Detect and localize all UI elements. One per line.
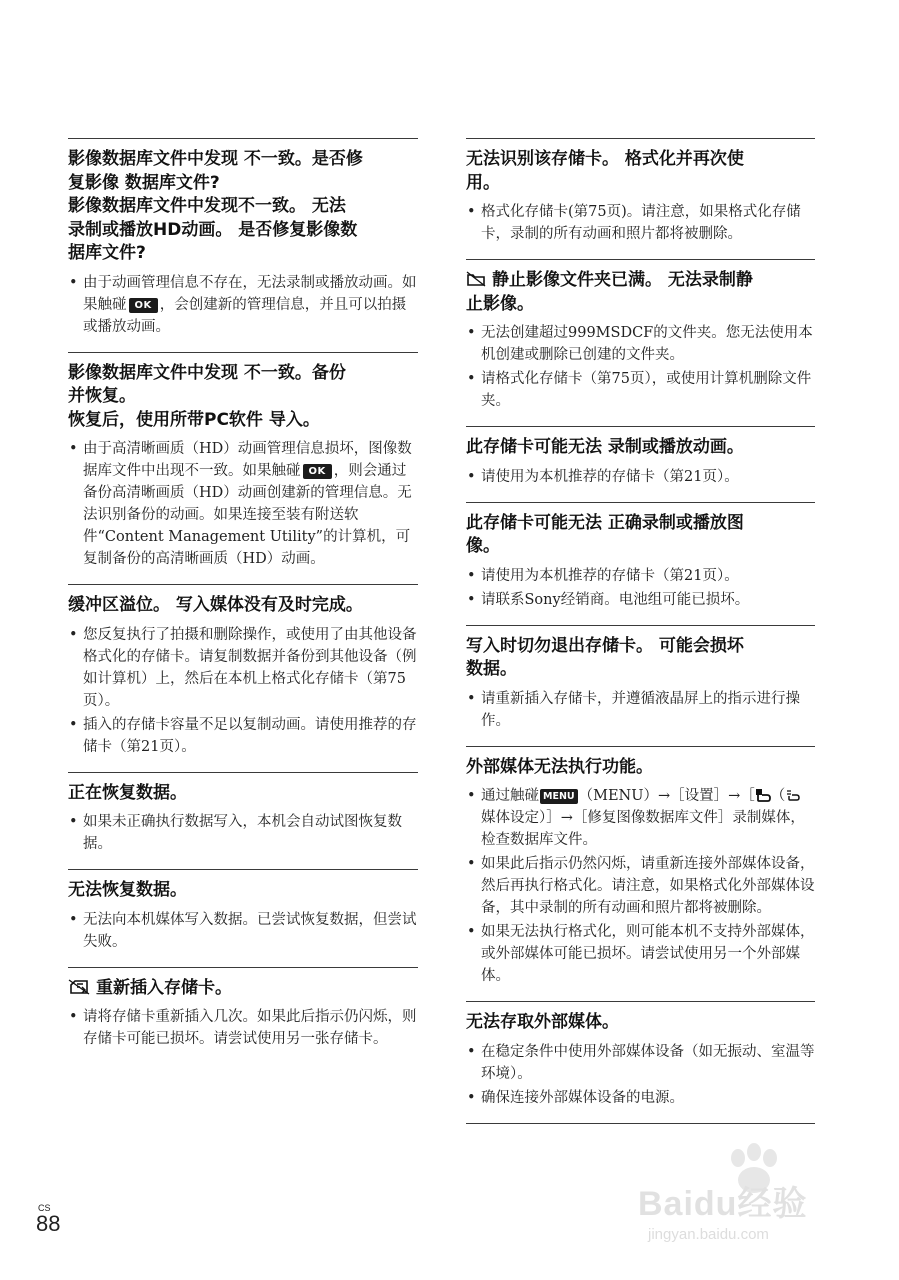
message-card-may-not-record-correctly [466,502,815,625]
watermark-brand: Baidu经验 [638,1185,808,1223]
right-column [466,138,815,1124]
message-heading: 影像数据库文件中发现 不一致。备份 并恢复。 恢复后，使用所带PC软件 导入。 [68,362,346,430]
bullet-item: • 插入的存储卡容量不足以复制动画。请使用推荐的存储卡（第21页）。 [68,714,418,758]
left-column [68,138,418,1064]
menu-button: MENU [540,789,578,804]
watermark [628,1140,868,1270]
bullet-item: • 如果无法执行格式化，则可能本机不支持外部媒体，或外部媒体可能已损坏。请尝试使用另一个外部媒体。 [466,921,815,987]
language-code: CS [38,1203,51,1213]
message-heading: 影像数据库文件中发现 不一致。是否修 复影像 数据库文件? 影像数据库文件中发现不一致。 无法 录制或播放HD动画。 是否修复影像数 据库文件? [68,149,363,263]
message-heading: 此存储卡可能无法 正确录制或播放图 像。 [466,512,744,556]
photo-folder-full-icon [466,271,486,287]
message-heading: 无法恢复数据。 [68,880,187,900]
bullet-item: • 请格式化存储卡（第75页），或使用计算机删除文件夹。 [466,368,815,412]
ok-button: OK [303,464,332,479]
bullet-item: • 通过触碰 MENU （MENU）→［设置］→［ （媒体设定）］→［修复图像数据库文件］录制媒体，检查数据库文件。 [466,785,815,851]
bullet-item: • 由于高清晰画质（HD）动画管理信息损坏，图像数据库文件中出现不一致。如果触碰 OK ，则会通过备份高清晰画质（HD）动画创建新的管理信息。无法识别备份的动画。如果连接至装有附送软件“Content Management Utility”的计算机，可复制备份的高清晰画质（HD）动画。 [68,438,418,570]
bullet-item: • 请使用为本机推荐的存储卡（第21页）。 [466,565,815,587]
bullet-item: • 无法创建超过999MSDCF的文件夹。您无法使用本机创建或删除已创建的文件夹。 [466,322,815,366]
watermark-url: jingyan.baidu.com [648,1226,769,1243]
ok-button: OK [129,298,158,313]
message-heading: 写入时切勿退出存储卡。 可能会损坏 数据。 [466,635,744,679]
message-heading: 重新插入存储卡。 [68,977,418,1001]
message-heading: 无法存取外部媒体。 [466,1012,619,1032]
message-db-inconsistent-repair [68,138,418,352]
message-heading: 无法识别该存储卡。 格式化并再次使 用。 [466,149,744,193]
message-heading: 此存储卡可能无法 录制或播放动画。 [466,437,744,457]
message-cannot-recover [68,869,418,967]
message-heading: 外部媒体无法执行功能。 [466,756,653,777]
message-heading: 缓冲区溢位。 写入媒体没有及时完成。 [68,595,363,615]
message-card-may-not-record [466,426,815,502]
bullet-item: • 无法向本机媒体写入数据。已尝试恢复数据，但尝试失败。 [68,909,418,953]
message-do-not-eject [466,625,815,746]
bullet-item: • 在稳定条件中使用外部媒体设备（如无振动、室温等环境）。 [466,1041,815,1085]
memory-card-reinsert-icon [68,979,90,995]
page-number: 88 [36,1211,61,1236]
message-db-inconsistent-backup [68,352,418,585]
bullet-item: • 请使用为本机推荐的存储卡（第21页）。 [466,466,815,488]
media-select-icon [785,788,801,802]
bullet-item: • 请重新插入存储卡，并遵循液晶屏上的指示进行操作。 [466,688,815,732]
message-buffer-overflow [68,584,418,772]
bullet-item: • 格式化存储卡(第75页)。请注意，如果格式化存储卡，录制的所有动画和照片都将被删除。 [466,201,815,245]
message-heading: 正在恢复数据。 [68,782,187,803]
bullet-item: • 您反复执行了拍摄和删除操作，或使用了由其他设备格式化的存储卡。请复制数据并备份到其他设备（例如计算机）上，然后在本机上格式化存储卡（第75页）。 [68,624,418,712]
bullet-item: • 由于动画管理信息不存在，无法录制或播放动画。如果触碰 OK ，会创建新的管理信息，并且可以拍摄或播放动画。 [68,272,418,338]
message-recovering-data [68,772,418,870]
message-reinsert-card [68,967,418,1065]
bullet-item: • 请将存储卡重新插入几次。如果此后指示仍闪烁，则存储卡可能已损坏。请尝试使用另一张存储卡。 [68,1006,418,1050]
bullet-item: • 请联系Sony经销商。电池组可能已损坏。 [466,589,815,611]
bullet-item: • 如果此后指示仍然闪烁，请重新连接外部媒体设备，然后再执行格式化。请注意，如果格式化外部媒体设备，其中录制的所有动画和照片都将被删除。 [466,853,815,919]
message-cannot-access-external-media [466,1001,815,1124]
media-settings-icon [755,788,771,802]
message-card-unrecognized [466,138,815,259]
message-photo-folder-full [466,259,815,426]
message-heading: 静止影像文件夹已满。 无法录制静 止影像。 [466,270,753,314]
bullet-item: • 如果未正确执行数据写入，本机会自动试图恢复数据。 [68,811,418,855]
bullet-item: • 确保连接外部媒体设备的电源。 [466,1087,815,1109]
message-external-media-failure [466,746,815,1002]
